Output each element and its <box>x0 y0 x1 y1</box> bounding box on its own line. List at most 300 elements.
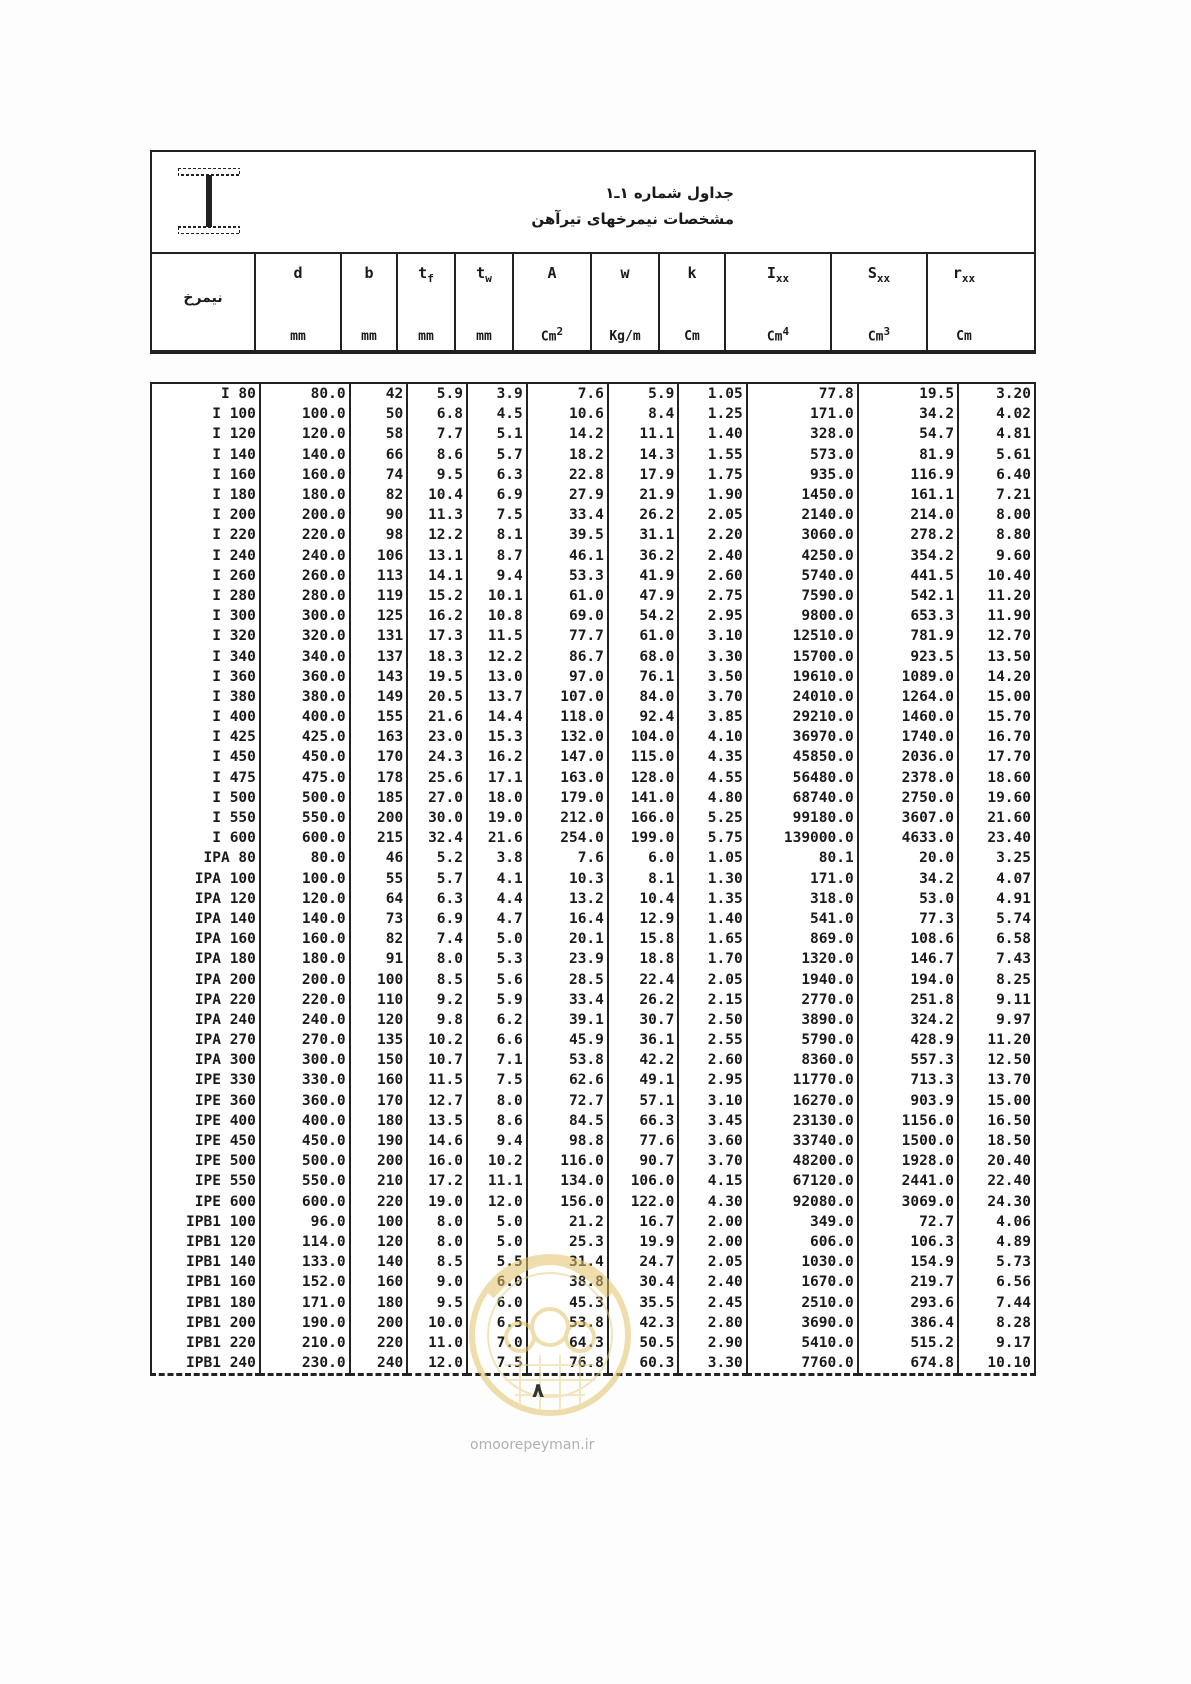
table-row <box>151 646 1035 666</box>
value-cell: 10.7 <box>407 1050 467 1070</box>
value-cell: 15.00 <box>958 1091 1035 1111</box>
value-cell: 180.0 <box>260 485 350 505</box>
value-cell: 91 <box>350 949 408 969</box>
value-cell: 8.28 <box>958 1313 1035 1333</box>
section-name-cell: I 240 <box>212 547 256 564</box>
value-cell: 90.7 <box>608 1151 678 1171</box>
value-cell: 82 <box>350 485 408 505</box>
value-cell: 122.0 <box>608 1192 678 1212</box>
value-cell: 18.60 <box>958 768 1035 788</box>
value-cell: 251.8 <box>858 990 958 1010</box>
section-name-cell: I 600 <box>212 830 256 847</box>
value-cell: 12.0 <box>407 1353 467 1375</box>
value-cell: 17.9 <box>608 465 678 485</box>
value-cell: 10.2 <box>407 1030 467 1050</box>
table-row <box>151 505 1035 525</box>
value-cell: 5.9 <box>467 990 527 1010</box>
value-cell: 99180.0 <box>747 808 858 828</box>
value-cell: 42 <box>350 383 408 404</box>
value-cell: 8.5 <box>407 1252 467 1272</box>
table-row <box>151 687 1035 707</box>
value-cell: 380.0 <box>260 687 350 707</box>
value-cell: 16.2 <box>467 747 527 767</box>
value-cell: 4633.0 <box>858 828 958 848</box>
value-cell: 3890.0 <box>747 1010 858 1030</box>
value-cell: 146.7 <box>858 949 958 969</box>
value-cell: 143 <box>350 667 408 687</box>
value-cell: 425.0 <box>260 727 350 747</box>
value-cell: 4.35 <box>678 747 746 767</box>
value-cell: 3069.0 <box>858 1192 958 1212</box>
value-cell: 2.05 <box>678 505 746 525</box>
value-cell: 67120.0 <box>747 1171 858 1191</box>
value-cell: 5.3 <box>467 949 527 969</box>
table-row <box>151 1091 1035 1111</box>
value-cell: 4.30 <box>678 1192 746 1212</box>
value-cell: 68.0 <box>608 646 678 666</box>
value-cell: 400.0 <box>260 707 350 727</box>
value-cell: 50 <box>350 404 408 424</box>
value-cell: 7.21 <box>958 485 1035 505</box>
value-cell: 8.25 <box>958 969 1035 989</box>
value-cell: 77.8 <box>747 383 858 404</box>
value-cell: 10.4 <box>608 889 678 909</box>
value-cell: 1940.0 <box>747 969 858 989</box>
value-cell: 33.4 <box>527 990 608 1010</box>
value-cell: 500.0 <box>260 1151 350 1171</box>
value-cell: 11.90 <box>958 606 1035 626</box>
table-row <box>151 788 1035 808</box>
table-row <box>151 1070 1035 1090</box>
value-cell: 35.5 <box>608 1292 678 1312</box>
value-cell: 300.0 <box>260 1050 350 1070</box>
value-cell: 212.0 <box>527 808 608 828</box>
value-cell: 16.4 <box>527 909 608 929</box>
value-cell: 18.2 <box>527 445 608 465</box>
value-cell: 210.0 <box>260 1333 350 1353</box>
value-cell: 20.0 <box>858 848 958 868</box>
value-cell: 8.4 <box>608 404 678 424</box>
value-cell: 3.9 <box>467 383 527 404</box>
section-name-cell: I 500 <box>212 789 256 806</box>
value-cell: 42.2 <box>608 1050 678 1070</box>
row-label: نیمرخ <box>183 290 223 306</box>
header-symbol: $t_f$ <box>418 264 434 285</box>
value-cell: 1.25 <box>678 404 746 424</box>
value-cell: 1460.0 <box>858 707 958 727</box>
table-row <box>151 808 1035 828</box>
value-cell: 200.0 <box>260 969 350 989</box>
value-cell: 10.1 <box>467 586 527 606</box>
value-cell: 2.05 <box>678 969 746 989</box>
value-cell: 2.95 <box>678 606 746 626</box>
value-cell: 120.0 <box>260 424 350 444</box>
value-cell: 15.2 <box>407 586 467 606</box>
i-beam-icon <box>178 168 240 234</box>
section-name-cell: IPE 500 <box>194 1153 256 1170</box>
value-cell: 6.2 <box>467 1010 527 1030</box>
value-cell: 2.60 <box>678 566 746 586</box>
value-cell: 113 <box>350 566 408 586</box>
value-cell: 11.5 <box>407 1070 467 1090</box>
value-cell: 2.00 <box>678 1232 746 1252</box>
section-name-cell: I 220 <box>212 527 256 544</box>
website-watermark: omoorepeyman.ir <box>470 1437 595 1453</box>
value-cell: 2750.0 <box>858 788 958 808</box>
value-cell: 8.0 <box>467 1091 527 1111</box>
section-name-cell: IPB1 120 <box>186 1233 256 1250</box>
value-cell: 25.6 <box>407 768 467 788</box>
value-cell: 12.50 <box>958 1050 1035 1070</box>
value-cell: 120 <box>350 1232 408 1252</box>
section-name-cell: IPB1 200 <box>186 1314 256 1331</box>
value-cell: 69.0 <box>527 606 608 626</box>
value-cell: 8.0 <box>407 1212 467 1232</box>
value-cell: 8.0 <box>407 949 467 969</box>
section-name-cell: IPA 140 <box>194 910 256 927</box>
value-cell: 12510.0 <box>747 626 858 646</box>
value-cell: 6.5 <box>467 1313 527 1333</box>
section-name-cell: I 380 <box>212 688 256 705</box>
value-cell: 22.8 <box>527 465 608 485</box>
value-cell: 5.74 <box>958 909 1035 929</box>
table-row <box>151 1131 1035 1151</box>
value-cell: 8.0 <box>407 1232 467 1252</box>
value-cell: 4.80 <box>678 788 746 808</box>
section-name-cell: I 400 <box>212 709 256 726</box>
column-header-row <box>152 254 1034 352</box>
value-cell: 160.0 <box>260 929 350 949</box>
value-cell: 170 <box>350 747 408 767</box>
value-cell: 36970.0 <box>747 727 858 747</box>
value-cell: 57.1 <box>608 1091 678 1111</box>
value-cell: 4.81 <box>958 424 1035 444</box>
header-section-name <box>152 254 254 350</box>
value-cell: 3.10 <box>678 626 746 646</box>
value-cell: 140 <box>350 1252 408 1272</box>
section-name-cell: I 320 <box>212 628 256 645</box>
value-cell: 12.70 <box>958 626 1035 646</box>
value-cell: 98 <box>350 525 408 545</box>
value-cell: 47.9 <box>608 586 678 606</box>
value-cell: 10.3 <box>527 869 608 889</box>
section-name-cell: I 260 <box>212 567 256 584</box>
section-name-cell: I 550 <box>212 810 256 827</box>
table-row <box>151 828 1035 848</box>
value-cell: 220 <box>350 1333 408 1353</box>
value-cell: 200 <box>350 1313 408 1333</box>
value-cell: 674.8 <box>858 1353 958 1375</box>
section-name-cell: I 425 <box>212 729 256 746</box>
header-col-sxx <box>830 254 926 350</box>
value-cell: 13.2 <box>527 889 608 909</box>
section-name-cell: IPE 360 <box>194 1092 256 1109</box>
value-cell: 58 <box>350 424 408 444</box>
section-name-cell: IPA 100 <box>194 870 256 887</box>
value-cell: 550.0 <box>260 1171 350 1191</box>
section-properties-table <box>150 382 1036 1376</box>
value-cell: 118.0 <box>527 707 608 727</box>
value-cell: 550.0 <box>260 808 350 828</box>
value-cell: 475.0 <box>260 768 350 788</box>
value-cell: 2.40 <box>678 546 746 566</box>
section-name-cell: IPA 180 <box>194 951 256 968</box>
value-cell: 5.6 <box>467 969 527 989</box>
header-unit: mm <box>476 329 492 344</box>
value-cell: 29210.0 <box>747 707 858 727</box>
value-cell: 7.43 <box>958 949 1035 969</box>
value-cell: 31.1 <box>608 525 678 545</box>
title-box <box>152 152 1034 254</box>
value-cell: 36.2 <box>608 546 678 566</box>
value-cell: 140.0 <box>260 445 350 465</box>
header-symbol: $S_{xx}$ <box>867 264 891 285</box>
table-row <box>151 586 1035 606</box>
value-cell: 9.60 <box>958 546 1035 566</box>
value-cell: 9.4 <box>467 1131 527 1151</box>
section-name-cell: I 280 <box>212 587 256 604</box>
value-cell: 8.6 <box>407 445 467 465</box>
value-cell: 6.0 <box>467 1292 527 1312</box>
value-cell: 18.50 <box>958 1131 1035 1151</box>
value-cell: 1450.0 <box>747 485 858 505</box>
table-row <box>151 1151 1035 1171</box>
value-cell: 3.20 <box>958 383 1035 404</box>
value-cell: 360.0 <box>260 1091 350 1111</box>
value-cell: 171.0 <box>747 869 858 889</box>
header-symbol: w <box>620 264 630 282</box>
value-cell: 86.7 <box>527 646 608 666</box>
value-cell: 12.0 <box>467 1192 527 1212</box>
value-cell: 19.9 <box>608 1232 678 1252</box>
value-cell: 19.60 <box>958 788 1035 808</box>
value-cell: 160 <box>350 1272 408 1292</box>
value-cell: 2140.0 <box>747 505 858 525</box>
value-cell: 6.3 <box>407 889 467 909</box>
value-cell: 139000.0 <box>747 828 858 848</box>
value-cell: 54.2 <box>608 606 678 626</box>
value-cell: 4.06 <box>958 1212 1035 1232</box>
value-cell: 46 <box>350 848 408 868</box>
value-cell: 600.0 <box>260 1192 350 1212</box>
section-name-cell: IPB1 180 <box>186 1294 256 1311</box>
value-cell: 77.3 <box>858 909 958 929</box>
value-cell: 24.30 <box>958 1192 1035 1212</box>
value-cell: 141.0 <box>608 788 678 808</box>
value-cell: 4.07 <box>958 869 1035 889</box>
value-cell: 7.6 <box>527 383 608 404</box>
value-cell: 19.0 <box>407 1192 467 1212</box>
value-cell: 82 <box>350 929 408 949</box>
value-cell: 8.1 <box>467 525 527 545</box>
value-cell: 903.9 <box>858 1091 958 1111</box>
section-name-cell: I 180 <box>212 487 256 504</box>
header-unit: Cm$^2$ <box>540 324 564 344</box>
value-cell: 56480.0 <box>747 768 858 788</box>
value-cell: 22.4 <box>608 969 678 989</box>
value-cell: 60.3 <box>608 1353 678 1375</box>
value-cell: 18.0 <box>467 788 527 808</box>
value-cell: 9.2 <box>407 990 467 1010</box>
value-cell: 386.4 <box>858 1313 958 1333</box>
value-cell: 1928.0 <box>858 1151 958 1171</box>
title-line-2: مشخصات نیمرخهای تیرآهن <box>531 210 734 228</box>
value-cell: 1089.0 <box>858 667 958 687</box>
value-cell: 185 <box>350 788 408 808</box>
value-cell: 77.6 <box>608 1131 678 1151</box>
section-name-cell: IPA 80 <box>203 850 256 867</box>
value-cell: 23.40 <box>958 828 1035 848</box>
value-cell: 180 <box>350 1111 408 1131</box>
section-name-cell: IPE 400 <box>194 1112 256 1129</box>
value-cell: 1.55 <box>678 445 746 465</box>
value-cell: 12.9 <box>608 909 678 929</box>
section-name-cell: I 140 <box>212 446 256 463</box>
value-cell: 156.0 <box>527 1192 608 1212</box>
value-cell: 106 <box>350 546 408 566</box>
value-cell: 2378.0 <box>858 768 958 788</box>
value-cell: 13.5 <box>407 1111 467 1131</box>
value-cell: 450.0 <box>260 1131 350 1151</box>
value-cell: 5.5 <box>467 1252 527 1272</box>
table-row <box>151 990 1035 1010</box>
value-cell: 17.2 <box>407 1171 467 1191</box>
value-cell: 120.0 <box>260 889 350 909</box>
value-cell: 210 <box>350 1171 408 1191</box>
value-cell: 19610.0 <box>747 667 858 687</box>
value-cell: 13.0 <box>467 667 527 687</box>
section-name-cell: IPA 160 <box>194 931 256 948</box>
value-cell: 3.70 <box>678 1151 746 1171</box>
value-cell: 179.0 <box>527 788 608 808</box>
value-cell: 5.75 <box>678 828 746 848</box>
table-row <box>151 1111 1035 1131</box>
value-cell: 80.1 <box>747 848 858 868</box>
value-cell: 7.0 <box>467 1333 527 1353</box>
table-row <box>151 929 1035 949</box>
value-cell: 13.70 <box>958 1070 1035 1090</box>
table-row <box>151 727 1035 747</box>
value-cell: 9.5 <box>407 1292 467 1312</box>
section-name-cell: IPB1 100 <box>186 1213 256 1230</box>
value-cell: 214.0 <box>858 505 958 525</box>
value-cell: 4.10 <box>678 727 746 747</box>
value-cell: 125 <box>350 606 408 626</box>
value-cell: 6.6 <box>467 1030 527 1050</box>
value-cell: 49.1 <box>608 1070 678 1090</box>
value-cell: 180.0 <box>260 949 350 969</box>
value-cell: 161.1 <box>858 485 958 505</box>
value-cell: 3.8 <box>467 848 527 868</box>
value-cell: 41.9 <box>608 566 678 586</box>
header-unit: Cm <box>684 329 700 344</box>
value-cell: 923.5 <box>858 646 958 666</box>
value-cell: 2.95 <box>678 1070 746 1090</box>
value-cell: 8.80 <box>958 525 1035 545</box>
value-cell: 9.4 <box>467 566 527 586</box>
value-cell: 1.75 <box>678 465 746 485</box>
value-cell: 199.0 <box>608 828 678 848</box>
value-cell: 11.20 <box>958 1030 1035 1050</box>
value-cell: 8.1 <box>608 869 678 889</box>
value-cell: 9.97 <box>958 1010 1035 1030</box>
value-cell: 80.0 <box>260 848 350 868</box>
value-cell: 11.5 <box>467 626 527 646</box>
value-cell: 116.0 <box>527 1151 608 1171</box>
value-cell: 10.40 <box>958 566 1035 586</box>
header-col-rxx <box>926 254 1000 350</box>
table-row <box>151 969 1035 989</box>
header-col-ixx <box>724 254 830 350</box>
value-cell: 64.3 <box>527 1333 608 1353</box>
value-cell: 163 <box>350 727 408 747</box>
value-cell: 92080.0 <box>747 1192 858 1212</box>
value-cell: 16.0 <box>407 1151 467 1171</box>
section-name-cell: IPE 330 <box>194 1072 256 1089</box>
value-cell: 300.0 <box>260 606 350 626</box>
value-cell: 1264.0 <box>858 687 958 707</box>
value-cell: 349.0 <box>747 1212 858 1232</box>
value-cell: 106.3 <box>858 1232 958 1252</box>
value-cell: 5.25 <box>678 808 746 828</box>
value-cell: 76.1 <box>608 667 678 687</box>
table-row <box>151 1030 1035 1050</box>
value-cell: 66.3 <box>608 1111 678 1131</box>
value-cell: 2.05 <box>678 1252 746 1272</box>
value-cell: 5.0 <box>467 1232 527 1252</box>
value-cell: 1.40 <box>678 424 746 444</box>
table-row <box>151 869 1035 889</box>
value-cell: 781.9 <box>858 626 958 646</box>
table-row <box>151 485 1035 505</box>
value-cell: 7760.0 <box>747 1353 858 1375</box>
value-cell: 160 <box>350 1070 408 1090</box>
value-cell: 152.0 <box>260 1272 350 1292</box>
section-name-cell: IPA 300 <box>194 1052 256 1069</box>
value-cell: 360.0 <box>260 667 350 687</box>
value-cell: 45850.0 <box>747 747 858 767</box>
value-cell: 9.0 <box>407 1272 467 1292</box>
header-col-b <box>340 254 396 350</box>
table-header-frame <box>150 150 1036 354</box>
value-cell: 2.55 <box>678 1030 746 1050</box>
value-cell: 340.0 <box>260 646 350 666</box>
table-row <box>151 606 1035 626</box>
value-cell: 2510.0 <box>747 1292 858 1312</box>
value-cell: 84.0 <box>608 687 678 707</box>
section-name-cell: I 475 <box>212 769 256 786</box>
value-cell: 20.5 <box>407 687 467 707</box>
value-cell: 18.3 <box>407 646 467 666</box>
value-cell: 15.70 <box>958 707 1035 727</box>
section-name-cell: I 300 <box>212 608 256 625</box>
value-cell: 5790.0 <box>747 1030 858 1050</box>
value-cell: 1.90 <box>678 485 746 505</box>
value-cell: 72.7 <box>858 1212 958 1232</box>
value-cell: 4.15 <box>678 1171 746 1191</box>
value-cell: 1.35 <box>678 889 746 909</box>
value-cell: 100.0 <box>260 404 350 424</box>
value-cell: 13.7 <box>467 687 527 707</box>
value-cell: 7.5 <box>467 1070 527 1090</box>
value-cell: 15.00 <box>958 687 1035 707</box>
value-cell: 38.8 <box>527 1272 608 1292</box>
value-cell: 2.75 <box>678 586 746 606</box>
value-cell: 36.1 <box>608 1030 678 1050</box>
value-cell: 66 <box>350 445 408 465</box>
value-cell: 12.2 <box>407 525 467 545</box>
value-cell: 194.0 <box>858 969 958 989</box>
